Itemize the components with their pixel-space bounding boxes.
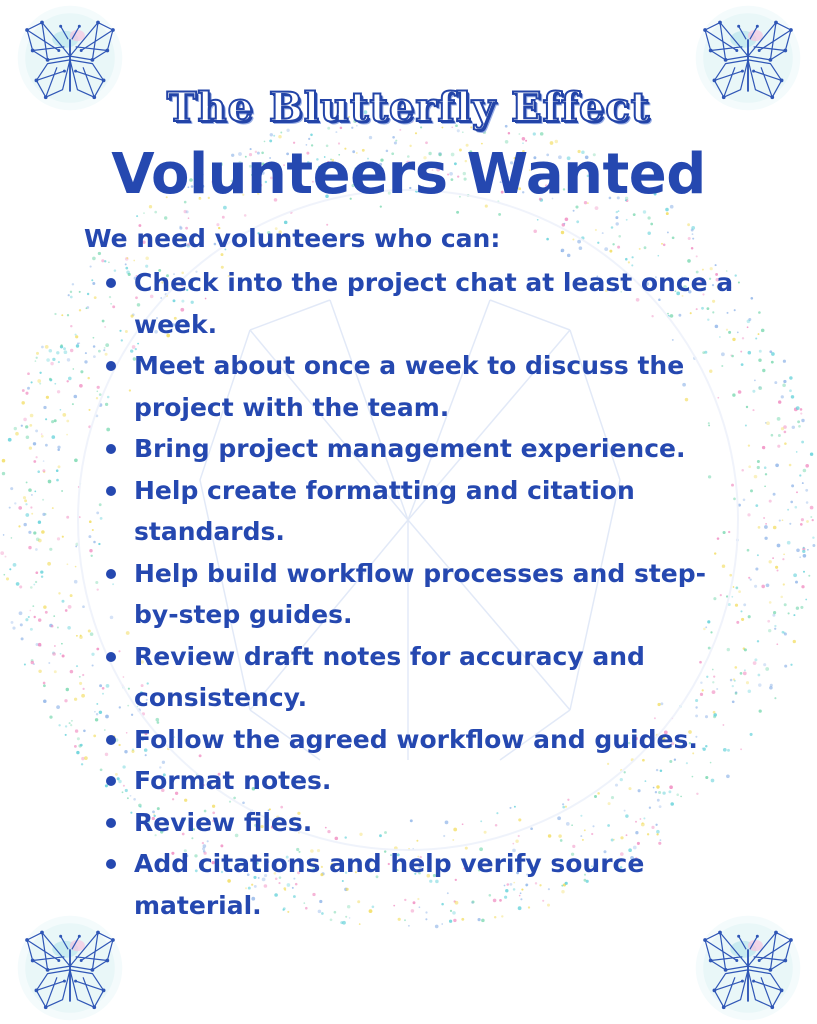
list-item-text: Check into the project chat at least once a week. [134,268,734,339]
brand-title: The Blutterfly Effect [166,84,651,131]
list-item-text: Review draft notes for accuracy and consistency. [134,641,645,712]
list-item [104,470,744,553]
list-item-text: Meet about once a week to discuss the project with the team. [134,351,685,422]
bullet-dot-icon [106,278,116,288]
list-item [104,428,744,470]
list-item [104,636,744,719]
list-item-text: Help build workflow processes and step-by-step guides. [134,558,707,629]
list-item [104,760,744,802]
list-item [104,553,744,636]
bullet-dot-icon [106,569,116,579]
butterfly-icon [14,912,126,1024]
list-item [104,802,744,844]
bullet-dot-icon [106,735,116,745]
list-item-text: Add citations and help verify source material. [134,849,645,920]
list-item [104,345,744,428]
intro-text: We need volunteers who can: [84,224,501,253]
headline: Volunteers Wanted [111,142,706,207]
bullet-dot-icon [106,361,116,371]
bullet-dot-icon [106,652,116,662]
bullet-dot-icon [106,859,116,869]
bullet-dot-icon [106,776,116,786]
bullet-dot-icon [106,818,116,828]
list-item [104,719,744,761]
list-item [104,843,744,926]
bullet-dot-icon [106,486,116,496]
list-item-text: Format notes. [134,766,332,795]
list-item-text: Help create formatting and citation standards. [134,475,635,546]
list-item-text: Follow the agreed workflow and guides. [134,724,698,754]
bullet-dot-icon [106,444,116,454]
list-item-text: Review files. [134,807,313,837]
list-item-text: Bring project management experience. [134,434,686,463]
butterfly-icon [692,912,804,1024]
list-item [104,262,744,345]
requirements-list [104,262,744,926]
